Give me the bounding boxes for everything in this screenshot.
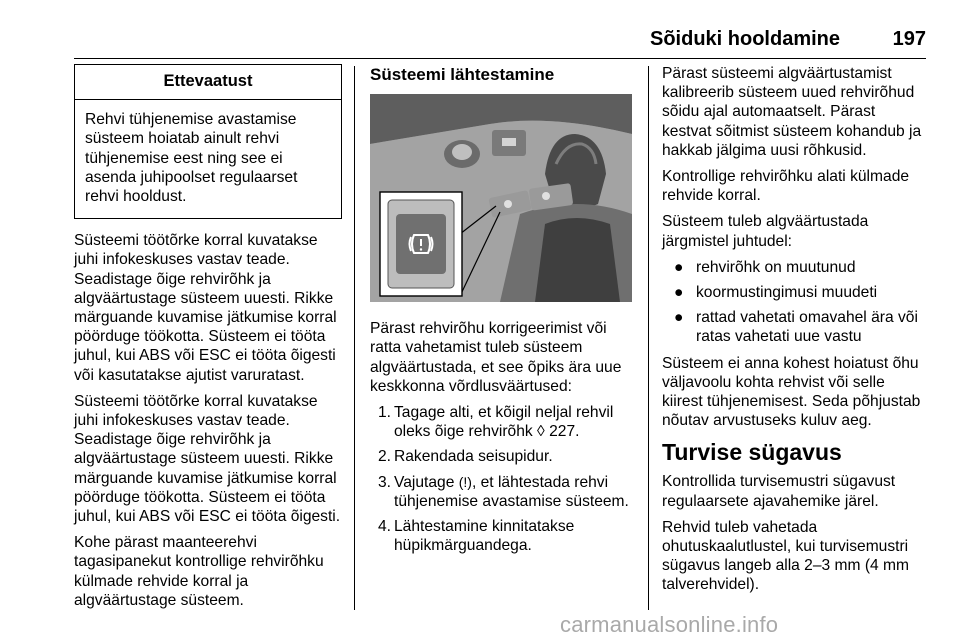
step-3 bbox=[370, 473, 634, 511]
column-1 bbox=[74, 64, 342, 617]
section-title: Sõiduki hooldamine bbox=[649, 28, 840, 50]
bullet-icon: ● bbox=[674, 258, 684, 276]
paragraph-check-cold: Kontrollige rehvirõhku alati külmade rehvide korral. bbox=[662, 168, 910, 205]
step-2 bbox=[370, 447, 634, 466]
paragraph-road-tyre: Kohe pärast maanteerehvi tagasipanekut kontrollige rehvirõhku külmade rehvide korral ja algväärtustage süsteem. bbox=[74, 534, 324, 609]
step-text: Rakendada seisupidur. bbox=[394, 448, 553, 466]
console-photo-illustration bbox=[370, 94, 632, 302]
paragraph-malfunction-2: Süsteemi töötõrke korral kuvatakse juhi infokeskuses vastav teade. Seadistage õige rehvirõhk ja algväärtustage süsteem uuesti. Rikke märguande kuvamise jätkumise korral pöörduge töökotta. Süsteem ei tööta juhul, kui ABS või ESC ei tööta õigesti. bbox=[74, 392, 341, 526]
column-3 bbox=[662, 64, 928, 602]
caution-text: Rehvi tühjenemise avastamise süsteem hoiatab ainult rehvi tühjenemise eest ning see ei asenda juhipoolset regulaarset rehvi hooldust. bbox=[85, 111, 298, 206]
list-item-text: rehvirõhk on muutunud bbox=[696, 258, 856, 276]
reset-heading: Süsteemi lähtestamine bbox=[370, 65, 555, 84]
bullet-icon: ● bbox=[674, 309, 684, 327]
paragraph-check-tread: Kontrollida turvisemustri sügavust regulaarsete ajavahemike järel. bbox=[662, 473, 896, 510]
step-1 bbox=[370, 403, 634, 441]
step-number: 4. bbox=[378, 518, 392, 536]
step-number: 2. bbox=[378, 448, 392, 466]
page-reference-icon: ◊ bbox=[537, 423, 545, 441]
caution-box bbox=[74, 64, 342, 219]
reset-intro: Pärast rehvirõhu korrigeerimist või ratta vahetamist tuleb süsteem algväärtustada, et see õpiks ära uue keskkonna võrdlusväärtused: bbox=[370, 320, 622, 395]
step-4 bbox=[370, 517, 634, 555]
column-2 bbox=[370, 64, 634, 562]
step-text: Lähtestamine kinnitatakse hüpikmärguandega. bbox=[394, 518, 575, 555]
paragraph-malfunction-1: Süsteemi töötõrke korral kuvatakse juhi infokeskuses vastav teade. Seadistage õige rehvirõhk ja algväärtustage süsteem uuesti. Rikke märguande kuvamise jätkumise korral pöörduge töökotta. Süsteem ei tööta juhul, kui ABS või ESC ei tööta õigesti või kasutatakse ajutist varuratast. bbox=[74, 232, 337, 384]
page-reference: 227. bbox=[549, 423, 580, 441]
paragraph-calibration: Pärast süsteemi algväärtustamist kalibreerib süsteem uued rehvirõhud sõidu ajal automaatselt. Pärast kestvat sõitmist süsteem kohandub ja hakkab jälgima uusi rõhkusid. bbox=[662, 65, 922, 159]
bullet-icon: ● bbox=[674, 284, 684, 302]
list-item-text: koormustingimusi muudeti bbox=[696, 284, 878, 302]
list-item-text: rattad vahetati omavahel ära või ratas vahetati uue vastu bbox=[696, 309, 918, 346]
watermark: carmanualsonline.info bbox=[560, 612, 779, 637]
tread-depth-heading: Turvise sügavus bbox=[662, 439, 842, 466]
page-number: 197 bbox=[892, 28, 926, 50]
reset-conditions-list bbox=[662, 258, 928, 347]
page-header bbox=[74, 24, 926, 52]
paragraph-when-to-reset: Süsteem tuleb algväärtustada järgmistel juhtudel: bbox=[662, 213, 869, 250]
list-item bbox=[662, 283, 928, 302]
caution-title: Ettevaatust bbox=[75, 65, 341, 100]
column-divider-2 bbox=[648, 66, 649, 610]
step-text: Vajutage bbox=[394, 473, 455, 491]
paragraph-replace-tyres: Rehvid tuleb vahetada ohutuskaalutlustel, kui turvisemustri sügavus langeb alla 2–3 mm (4 mm talverehvidel). bbox=[662, 518, 910, 594]
step-text: , et lähtestada rehvi tühjenemise avastamise süsteem. bbox=[394, 473, 629, 510]
header-divider bbox=[74, 58, 926, 59]
reset-steps bbox=[370, 403, 634, 555]
step-number: 1. bbox=[378, 404, 392, 422]
list-item bbox=[662, 258, 928, 277]
list-item bbox=[662, 308, 928, 346]
step-text: Tagage alti, et kõigil neljal rehvil oleks õige rehvirõhk bbox=[394, 404, 614, 441]
paragraph-no-immediate-warning: Süsteem ei anna kohest hoiatust õhu väljavoolu kohta rehvist või selle kiirest tühjenemisest. Seda põhjustab nõutav arvustuseks kuluv aeg. bbox=[662, 354, 921, 430]
tyre-pressure-icon: (!) bbox=[458, 473, 472, 490]
column-divider-1 bbox=[354, 66, 355, 610]
step-number: 3. bbox=[378, 473, 392, 491]
